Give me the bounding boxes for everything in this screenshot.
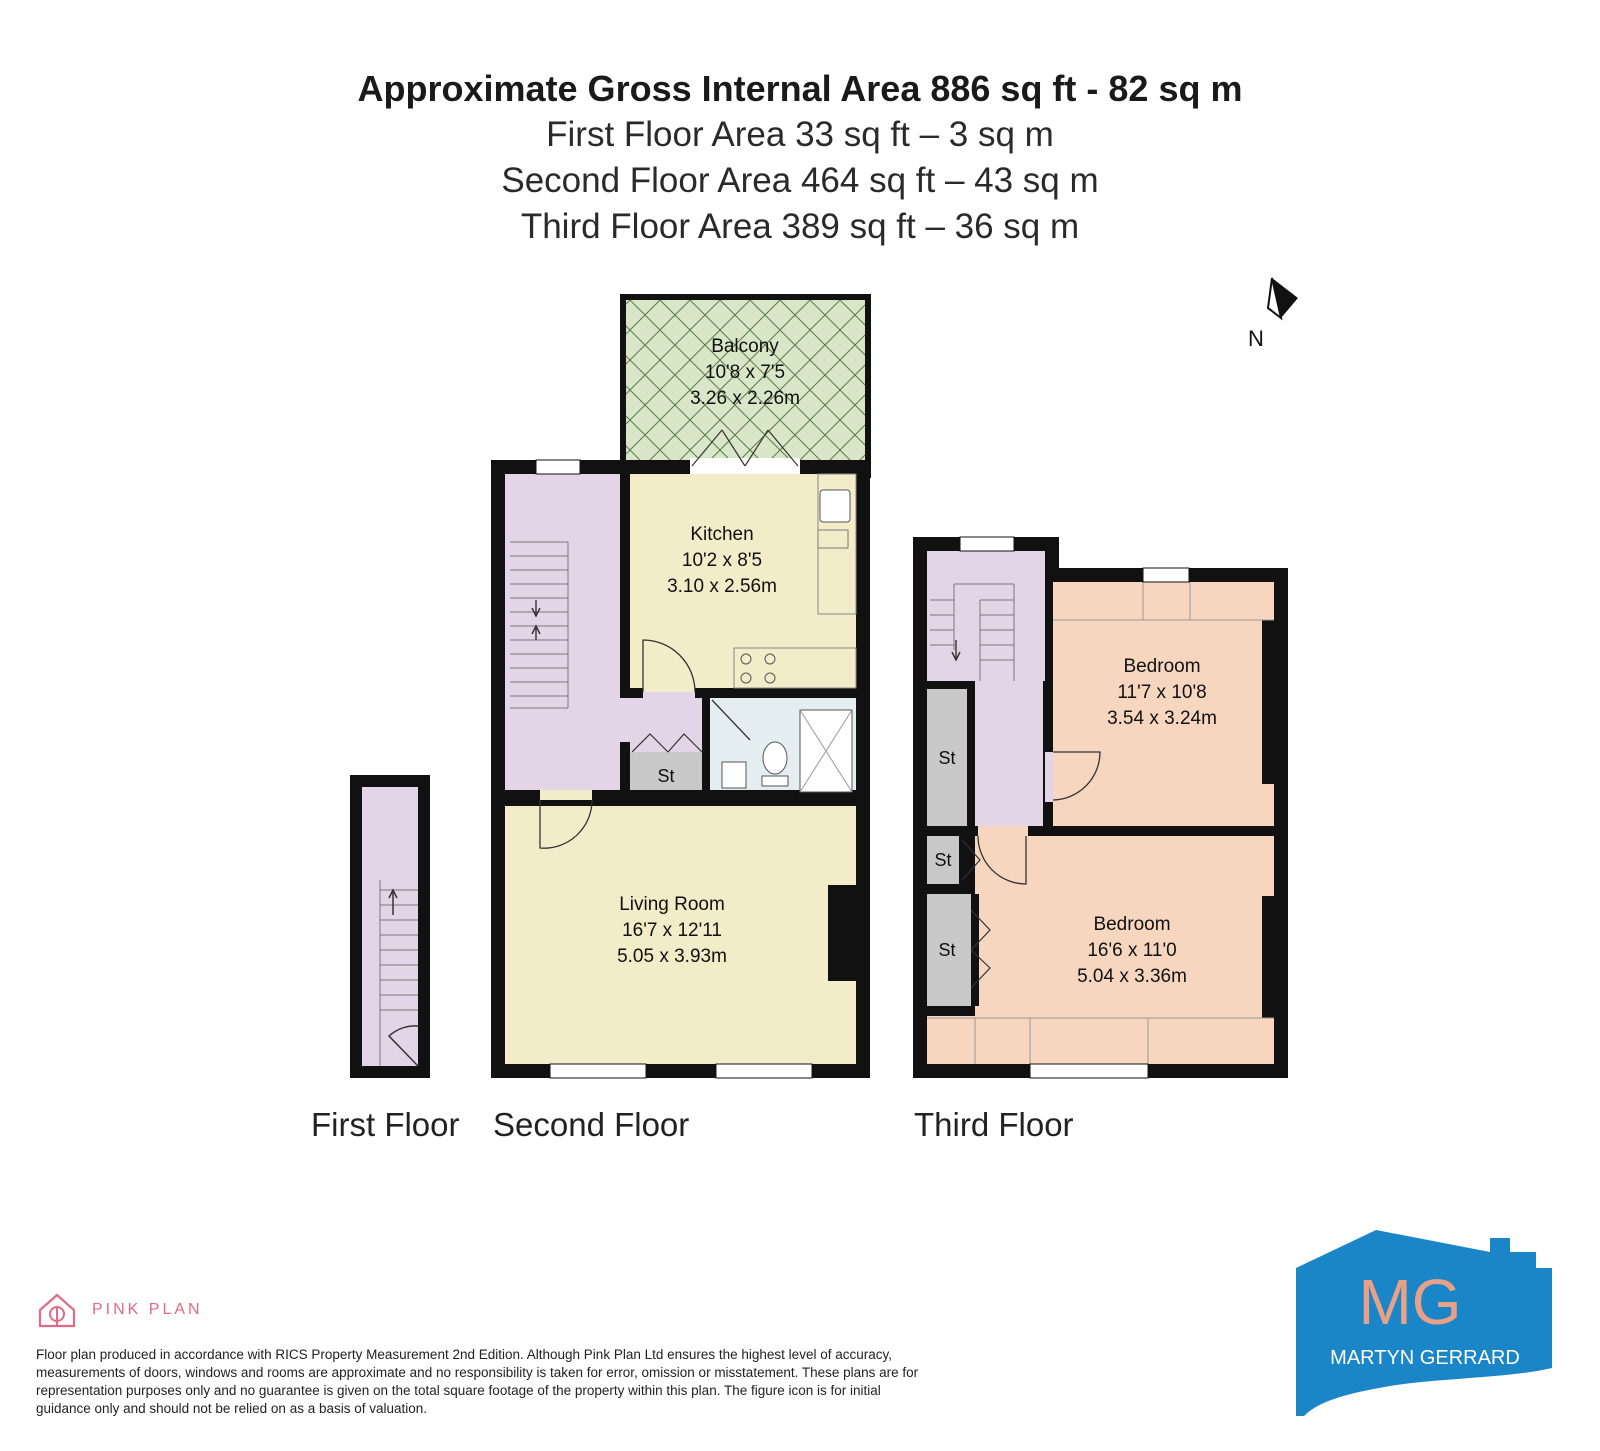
- bedroom-metric: 3.54 x 3.24m: [1107, 708, 1217, 729]
- first-floor-plan: [350, 775, 430, 1078]
- bedroom-name: Bedroom: [1123, 656, 1201, 677]
- first-floor-area: First Floor Area 33 sq ft – 3 sq m: [546, 115, 1054, 154]
- kitchen-imperial: 10'2 x 8'5: [681, 550, 763, 571]
- disclaimer-text: Floor plan produced in accordance with RICS Property Measurement 2nd Edition. Although Pink Plan Ltd ensures the highest level of accuracy, measurements of doors, windows and rooms are approximate and no responsibility is taken for error, omission or misstatement. These plans are for representation purposes only and no guarantee is given on the total square footage of the property within this plan. The figure icon is for initial guidance only and should not be relied on as a basis of valuation.: [36, 1347, 919, 1416]
- storage-label: St: [934, 850, 952, 870]
- bedroom-name: Bedroom: [1093, 914, 1171, 935]
- agent-initials: MG: [1358, 1266, 1462, 1338]
- balcony-imperial: 10'8 x 7'5: [704, 362, 786, 383]
- balcony-metric: 3.26 x 2.26m: [690, 388, 800, 409]
- second-floor-label: Second Floor: [493, 1106, 690, 1143]
- first-floor-label: First Floor: [311, 1106, 460, 1143]
- balcony-name: Balcony: [711, 336, 779, 357]
- third-floor-label: Third Floor: [914, 1106, 1074, 1143]
- compass-label: N: [1248, 326, 1264, 351]
- agent-name: MARTYN GERRARD: [1330, 1347, 1520, 1369]
- storage-label: St: [938, 748, 956, 768]
- kitchen-metric: 3.10 x 2.56m: [667, 576, 777, 597]
- kitchen-name: Kitchen: [690, 524, 754, 545]
- living-room-imperial: 16'7 x 12'11: [622, 920, 722, 941]
- gross-area-title: Approximate Gross Internal Area 886 sq ft - 82 sq m: [357, 68, 1243, 109]
- second-floor-plan: [491, 297, 870, 1078]
- pink-plan-text: PINK PLAN: [92, 1301, 203, 1318]
- third-floor-plan: [913, 537, 1288, 1078]
- north-arrow-icon: [1248, 278, 1298, 351]
- living-room-name: Living Room: [619, 894, 725, 915]
- third-floor-area: Third Floor Area 389 sq ft – 36 sq m: [520, 207, 1080, 246]
- storage-label: St: [938, 940, 956, 960]
- bedroom-imperial: 11'7 x 10'8: [1117, 682, 1207, 703]
- pink-plan-logo: [36, 1290, 203, 1330]
- bedroom-imperial: 16'6 x 11'0: [1087, 940, 1177, 961]
- bedroom-metric: 5.04 x 3.36m: [1077, 966, 1187, 987]
- martyn-gerrard-logo: [1290, 1228, 1560, 1418]
- second-floor-area: Second Floor Area 464 sq ft – 43 sq m: [501, 161, 1099, 200]
- living-room-metric: 5.05 x 3.93m: [617, 946, 727, 967]
- storage-label: St: [657, 766, 675, 786]
- house-logo-icon: [36, 1290, 78, 1330]
